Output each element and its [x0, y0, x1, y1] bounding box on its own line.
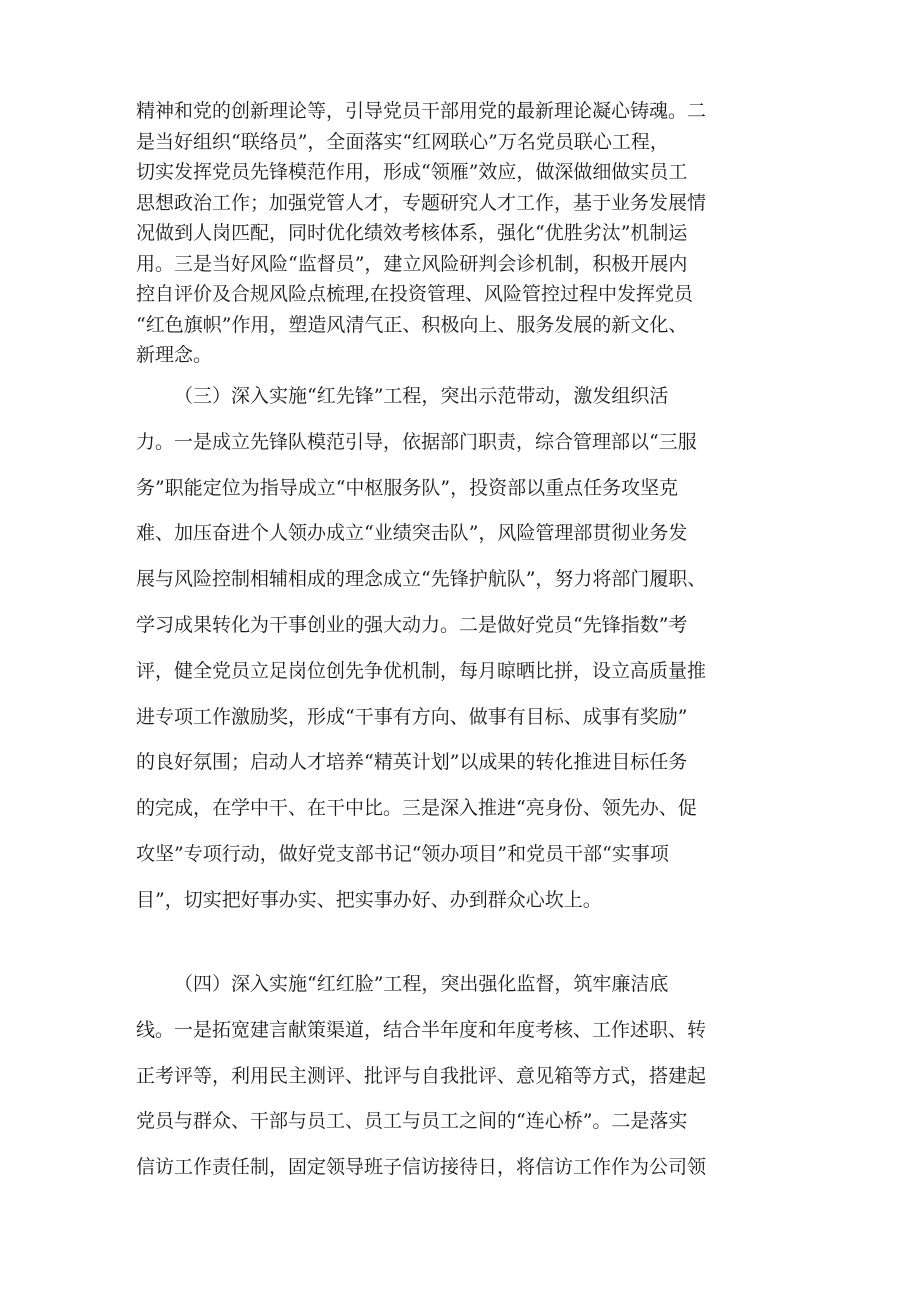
text-line: 正考评等，利用民主测评、批评与自我批评、意见箱等方式，搭建起 — [136, 1064, 707, 1087]
text-line: 难、加压奋进个人领办成立“业绩突击队”，风险管理部贯彻业务发 — [136, 522, 688, 545]
paragraph-2 — [136, 374, 796, 924]
text-line: 的良好氛围；启动人才培养“精英计划”以成果的转化推进目标任务 — [136, 751, 688, 774]
text-line: 控自评价及合规风险点梳理,在投资管理、风险管控过程中发挥党员 — [136, 283, 694, 305]
text-line: “红色旗帜”作用，塑造风清气正、积极向上、服务发展的新文化、 — [136, 313, 688, 336]
text-line: 线。一是拓宽建言献策渠道，结合半年度和年度考核、工作述职、转 — [136, 1018, 707, 1041]
text-line: 务”职能定位为指导成立“中枢服务队”，投资部以重点任务攻坚克 — [136, 476, 679, 499]
text-line: 精神和党的创新理论等，引导党员干部用党的最新理论凝心铸魂。二 — [136, 100, 707, 122]
text-line: 目”，切实把好事办实、把实事办好、办到群众心坎上。 — [136, 888, 602, 911]
paragraph-3 — [136, 962, 796, 1191]
text-line: 展与风险控制相辅相成的理念成立“先锋护航队”，努力将部门履职、 — [136, 568, 707, 591]
text-line: 况做到人岗匹配，同时优化绩效考核体系，强化“优胜劣汰”机制运 — [136, 222, 688, 244]
text-line: 的完成，在学中干、在干中比。三是深入推进“亮身份、领先办、促 — [136, 797, 697, 820]
text-line: 党员与群众、干部与员工、员工与员工之间的“连心桥”。二是落实 — [136, 1110, 688, 1133]
text-line: 进专项工作激励奖，形成“干事有方向、做事有目标、成事有奖励” — [136, 705, 688, 728]
text-line: 学习成果转化为干事创业的强大动力。二是做好党员“先锋指数”考 — [136, 613, 688, 636]
text-line: 切实发挥党员先锋模范作用，形成“领雁”效应，做深做细做实员工 — [136, 161, 688, 183]
text-line: 信访工作责任制，固定领导班子信访接待日，将信访工作作为公司领 — [136, 1156, 707, 1179]
text-line: 评，健全党员立足岗位创先争优机制，每月晾晒比拼，设立高质量推 — [136, 659, 707, 682]
text-line: 新理念。 — [136, 344, 213, 366]
text-line: 用。三是当好风险“监督员”，建立风险研判会诊机制，积极开展内 — [136, 252, 688, 275]
text-line: 攻坚”专项行动，做好党支部书记“领办项目”和党员干部“实事项 — [136, 842, 669, 865]
paragraph-1 — [136, 96, 796, 371]
text-line: （四）深入实施“红红脸”工程，突出强化监督，筑牢廉洁底 — [174, 973, 669, 995]
text-line: 是当好组织“联络员”，全面落实“红网联心”万名党员联心工程， — [136, 130, 669, 153]
text-line: （三）深入实施“红先锋”工程，突出示范带动，激发组织活 — [174, 385, 669, 407]
text-line: 力。一是成立先锋队模范引导，依据部门职责，综合管理部以“三服 — [136, 430, 697, 453]
text-line: 思想政治工作；加强党管人才，专题研究人才工作，基于业务发展情 — [136, 191, 707, 214]
